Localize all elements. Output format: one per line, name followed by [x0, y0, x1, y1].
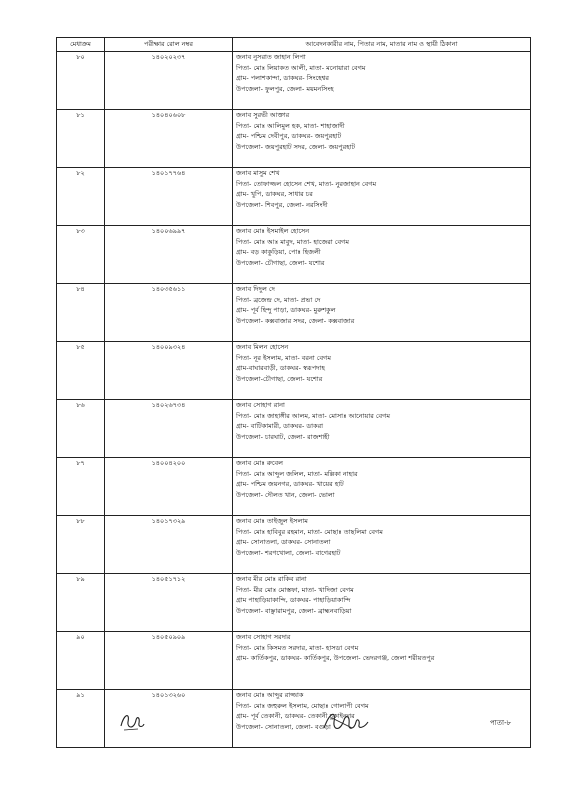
applicant-detail-line: পিতা- মোঃ কিসমত সরদার, মাতা- হাসডা বেগম	[236, 643, 359, 652]
roll-number-cell: ১৪০০৬৯৯৭	[105, 226, 233, 284]
table-row	[57, 400, 531, 458]
table-row	[57, 226, 531, 284]
table-row	[57, 458, 531, 516]
applicant-detail-line: উপজেলা- ফুলপুর, জেলা- ময়মনসিংহ	[236, 84, 334, 93]
applicant-detail-line: জনাব নুসরাত জাহান লিপা	[236, 53, 306, 61]
applicant-detail-line: জনাব মোঃ তাইজুল ইসলাম	[236, 517, 308, 525]
applicant-detail-line: পিতা- মোঃ হাবিবুর রহমান, মাতা- মোছাঃ তাছলিমা বেগম	[236, 527, 383, 536]
roll-number-cell: ১৪০১৩২৬০	[105, 690, 233, 748]
applicant-detail-line: পিতা- মোঃ জহুরুল ইসলাম, মোছাঃ গোলাপী বেগম	[236, 701, 369, 710]
applicant-detail-line: উপজেলা- চৌগাছা, জেলা- যশোর	[236, 258, 325, 267]
applicant-detail-line: জনাব সোহাগ সরদার	[236, 633, 291, 641]
merit-serial-cell: ৯১	[57, 690, 105, 748]
applicant-details-cell	[233, 226, 531, 284]
signature-left	[118, 708, 146, 734]
merit-serial-cell: ৮৮	[57, 516, 105, 574]
signature-center	[322, 708, 370, 736]
roll-number-cell: ১৪০০৯৩২৪	[105, 342, 233, 400]
header-details: আবেদনকারীর নাম, পিতার নাম, মাতার নাম ও স্থায়ী ঠিকানা	[233, 38, 531, 52]
applicant-detail-line: পিতা- নূর ইসলাম, মাতা- বরনা বেগম	[236, 353, 331, 362]
applicant-detail-line: জনাব মীর মোঃ রাকিব রানা	[236, 575, 307, 583]
applicant-details-cell	[233, 52, 531, 110]
applicant-detail-line: উপজেলা- শরণখোলা, জেলা- বাগেরহাট	[236, 548, 341, 557]
merit-serial-cell: ৮৫	[57, 342, 105, 400]
applicant-details-cell	[233, 400, 531, 458]
table-row	[57, 632, 531, 690]
applicant-detail-line: গ্রাম- পশ্চিম জয়নগর, ডাকঘর- খায়ের হাট	[236, 480, 344, 489]
applicant-details-cell	[233, 632, 531, 690]
applicant-detail-line: পিতা- মোঃ লিয়াকত আলী, মাতা- মনোয়ারা বেগম	[236, 63, 366, 72]
applicant-details-cell	[233, 284, 531, 342]
merit-serial-cell: ৮১	[57, 110, 105, 168]
merit-list-table	[56, 37, 531, 748]
applicant-detail-line: গ্রাম- পূর্ব হিন্দু পাড়া, ডাকঘর- মুরুশকুল	[236, 306, 336, 315]
applicant-detail-line: জনাব সোহাগ রানা	[236, 401, 285, 409]
applicant-detail-line: উপজেলা- বাঞ্ছারামপুর, জেলা- ব্রাহ্মনবাড়িয়া	[236, 606, 352, 615]
applicant-details-cell	[233, 574, 531, 632]
applicant-detail-line: জনাব দিদুল দে	[236, 285, 275, 293]
roll-number-cell: ১৪০২৬৭৩৪	[105, 400, 233, 458]
page-footer	[0, 700, 572, 740]
applicant-detail-line: গ্রাম- পশ্চিম দেবীপুর, ডাকঘর- জয়পুরহাট	[236, 132, 342, 141]
applicant-detail-line: জনাব মোঃ ইসমাইল হোসেন	[236, 227, 310, 235]
roll-number-cell: ১৪০৫১৭১২	[105, 574, 233, 632]
applicant-detail-line: পিতা- মোঃ আলিমুল হক, মাতা- শাহাজাদী	[236, 121, 345, 130]
applicant-detail-line: উপজেলা- কক্সবাজার সদর, জেলা- কক্সবাজার	[236, 316, 355, 325]
applicant-detail-line: উপজেলা- দৌলত খান, জেলা- ভোলা	[236, 490, 335, 499]
applicant-detail-line: পিতা- মোঃ জাহাঙ্গীর আলম, মাতা- মোসাঃ আনোয়ার বেগম	[236, 411, 391, 420]
applicant-detail-line: জনাব মিলন হোসেন	[236, 343, 289, 351]
applicant-detail-line: জনাব মাসুম শেখ	[236, 169, 280, 177]
document-sheet	[56, 37, 530, 748]
applicant-detail-line: গ্রাম পাহাড়িয়াকান্দি, ডাকঘর- পাহাড়িয়াকান্দি	[236, 596, 351, 605]
applicant-detail-line: গ্রাম- খুপি, ডাকঘর, সাধার চর	[236, 190, 313, 199]
table-row	[57, 574, 531, 632]
header-roll: পরীক্ষার রোল নম্বর	[105, 38, 233, 52]
applicant-detail-line: গ্রাম- পূর্ব তেকানী, ডাকঘর- তেকানী চুকাইনগর	[236, 712, 355, 721]
page-number: পাতা-৮	[490, 719, 512, 727]
merit-serial-cell: ৮৭	[57, 458, 105, 516]
applicant-detail-line: পিতা- ব্রজেন্দ্র দে, মাতা- প্রভা দে	[236, 295, 321, 304]
applicant-detail-line: গ্রাম-বাঘারবাড়ী, ডাকঘর- স্বরূপদাহ	[236, 364, 325, 373]
applicant-details-cell	[233, 168, 531, 226]
table-row	[57, 52, 531, 110]
applicant-detail-line: জনাব মোঃ রুবেল	[236, 459, 283, 467]
merit-serial-cell: ৯০	[57, 632, 105, 690]
table-row	[57, 516, 531, 574]
applicant-detail-line: উপজেলা-চৌগাছা, জেলা- যশোর	[236, 374, 323, 383]
applicant-detail-line: গ্রাম- বড় কাকুড়িয়া, পোঃ হিজলী	[236, 248, 321, 257]
merit-serial-cell: ৮২	[57, 168, 105, 226]
applicant-details-cell	[233, 342, 531, 400]
applicant-detail-line: জনাব মোঃ আব্দুর রাজ্জাক	[236, 691, 304, 699]
applicant-detail-line: জনাব সুরভী আক্তার	[236, 111, 290, 119]
applicant-detail-line: গ্রাম- কার্তিকপুর, ডাকঘর- কার্তিকপুর, উপজেলা- ভেদরগঞ্জ, জেলা শরীয়তপুর	[236, 654, 435, 663]
table-row	[57, 168, 531, 226]
merit-serial-cell: ৮৬	[57, 400, 105, 458]
table-header-row	[57, 38, 531, 52]
applicant-detail-line: পিতা- তোফাজ্জল হোসেন শেখ, মাতা- নুরজাহান বেগম	[236, 179, 377, 188]
applicant-detail-line: গ্রাম- বাটিকামারী, ডাকঘর- ডাকরা	[236, 422, 324, 431]
table-row	[57, 284, 531, 342]
applicant-detail-line: গ্রাম- পলাশকান্দা, ডাকঘর- সিংহেশ্বর	[236, 74, 329, 83]
roll-number-cell: ১৪০২০২৩৭	[105, 52, 233, 110]
applicant-detail-line: উপজেলা- শিবপুর, জেলা- নরসিংদী	[236, 200, 328, 209]
applicant-detail-line: পিতা- মোঃ আব্দুল জলিল, মাতা- মল্লিকা নাহার	[236, 469, 358, 478]
applicant-detail-line: পিতা- মোঃ আঃ মাবুদ, মাতা- হাজেরা বেগম	[236, 237, 349, 246]
applicant-detail-line: গ্রাম- সোনাতলা, ডাকঘর- সোনাতলা	[236, 538, 331, 547]
applicant-details-cell	[233, 458, 531, 516]
merit-serial-cell: ৮৯	[57, 574, 105, 632]
roll-number-cell: ১৪০৩৫৬১১	[105, 284, 233, 342]
applicant-detail-line: উপজেলা- চারঘাট, জেলা- রাজশাহী	[236, 432, 330, 441]
roll-number-cell: ১৪০১৭৩২৯	[105, 516, 233, 574]
applicant-details-cell	[233, 516, 531, 574]
applicant-details-cell	[233, 110, 531, 168]
roll-number-cell: ১৪০৫০৯০৯	[105, 632, 233, 690]
roll-number-cell: ১৪০৪০৬০৮	[105, 110, 233, 168]
merit-serial-cell: ৮৩	[57, 226, 105, 284]
applicant-detail-line	[236, 664, 527, 675]
table-row	[57, 110, 531, 168]
table-row	[57, 342, 531, 400]
merit-serial-cell: ৮৪	[57, 284, 105, 342]
merit-serial-cell: ৮০	[57, 52, 105, 110]
header-serial: মেধাক্রম	[57, 38, 105, 52]
applicant-detail-line: উপজেলা- সোনাতলা, জেলা- বগুড়া	[236, 722, 331, 731]
applicant-detail-line: উপজেলা- জয়পুরহাট সদর, জেলা- জয়পুরহাট	[236, 142, 356, 151]
roll-number-cell: ১৪০১৭৭৬৪	[105, 168, 233, 226]
applicant-detail-line: পিতা- মীর মোঃ মোস্তফা, মাতা- খাদিজা বেগম	[236, 585, 354, 594]
roll-number-cell: ১৪০০৪২০০	[105, 458, 233, 516]
